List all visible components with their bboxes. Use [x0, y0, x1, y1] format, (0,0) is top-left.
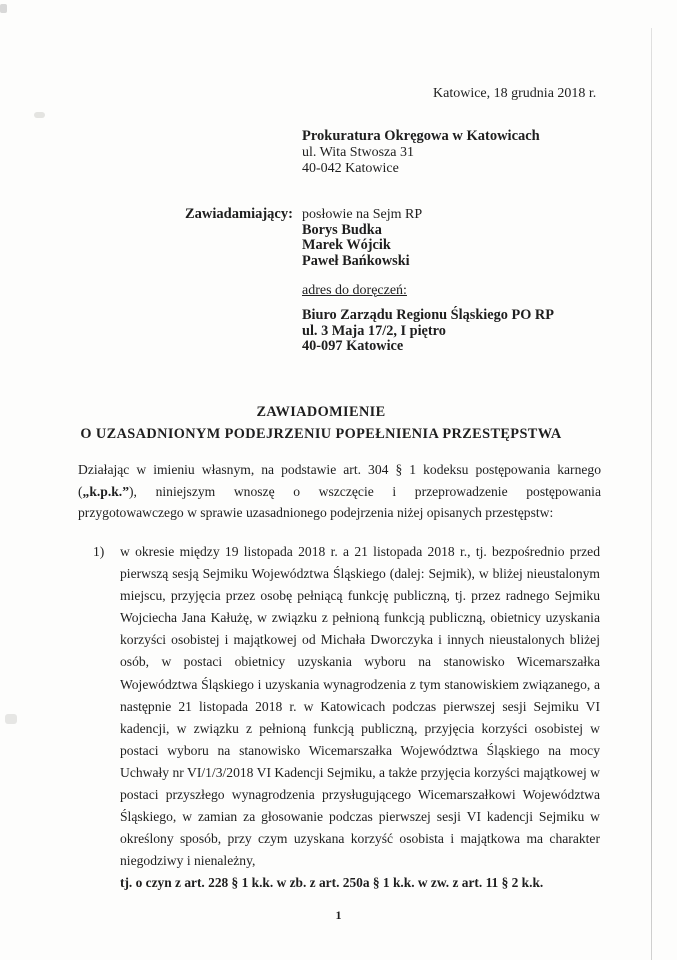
- scan-artifact-smudge: [34, 112, 45, 118]
- intro-text-pre: Działając w imieniu własnym, na podstawie art. 304 § 1 kodeksu postępowania karnego (: [78, 462, 601, 499]
- date-line: Katowice, 18 grudnia 2018 r.: [433, 86, 597, 101]
- notifier-name: Borys Budka: [302, 221, 382, 238]
- intro-paragraph: [78, 459, 601, 524]
- notifier-role: posłowie na Sejm RP: [302, 207, 423, 222]
- notifier-name: Paweł Bańkowski: [302, 253, 410, 270]
- scan-artifact-smudge: [5, 714, 17, 724]
- document-title: [60, 401, 582, 445]
- intro-kpk-abbreviation: „k.p.k.”: [82, 483, 130, 499]
- notifier-list: [302, 207, 422, 270]
- recipient-city: 40-042 Katowice: [302, 161, 399, 176]
- delivery-org: Biuro Zarządu Regionu Śląskiego PO RP: [302, 307, 554, 323]
- legal-qualification: tj. o czyn z art. 228 § 1 k.k. w zb. z art. 250a § 1 k.k. w zw. z art. 11 § 2 k.k.: [120, 875, 544, 891]
- document-title-line2: O UZASADNIONYM PODEJRZENIU POPEŁNIENIA PRZESTĘPSTWA: [80, 426, 562, 442]
- offense-item-number: 1): [93, 544, 105, 559]
- delivery-address-label: adres do doręczeń:: [302, 283, 407, 298]
- offense-description: w okresie między 19 listopada 2018 r. a 21 listopada 2018 r., tj. bezpośrednio przed pierwszą sesją Sejmiku Województwa Śląskiego (dalej: Sejmik), w bliżej nieustalonym miejscu, przyjęcia przez osobę pełniącą funkcję publiczną, tj. przez radnego Sejmiku Wojciecha Jana Kałużę, w związku z pełnioną funkcją publiczną, obietnicy uzyskania korzyści osobistej i majątkowej od Michała Dworczyka i innych nieustalonych bliżej osób, w postaci obietnicy uzyskania wyboru na stanowisko Wicemarszałka Województwa Śląskiego i uzyskania wynagrodzenia z tym stanowiskiem związanego, a następnie 21 listopada 2018 r. w Katowicach podczas pierwszej sesji Sejmiku VI kadencji, w związku z pełnioną funkcją publiczną, przyjęcia korzyści osobistej w postaci wyboru na stanowisko Wicemarszałka Województwa Śląskiego na mocy Uchwały nr VI/1/3/2018 VI Kadencji Sejmiku, a także przyjęcia korzyści majątkowej w postaci przyszłego wynagrodzenia przysługującego Wicemarszałkowi Województwa Śląskiego, w zamian za głosowanie podczas pierwszej sesji VI kadencji Sejmiku w określony sposób, przy czym uzyskana korzyść osobista i majątkowa ma charakter niegodziwy i nienależny,: [120, 544, 600, 869]
- delivery-address-block: [302, 308, 554, 355]
- delivery-city: 40-097 Katowice: [302, 338, 404, 355]
- offense-item-1: [93, 541, 601, 895]
- notifier-label: Zawiadamiający:: [185, 206, 293, 222]
- offense-item-body: [120, 541, 600, 895]
- recipient-street: ul. Wita Stwosza 31: [302, 144, 414, 160]
- recipient-name: Prokuratura Okręgowa w Katowicach: [302, 128, 540, 144]
- recipient-address-block: [302, 128, 540, 178]
- scan-artifact-speck: [0, 4, 7, 13]
- intro-text-post: ), niniejszym wnoszę o wszczęcie i przeprowadzenie postępowania przygotowawczego w sprawie uzasadnionego podejrzenia niżej opisanych przestępstw:: [78, 483, 601, 521]
- page-number: 1: [335, 908, 342, 922]
- notifier-name: Marek Wójcik: [302, 237, 391, 254]
- document-title-line1: ZAWIADOMIENIE: [256, 404, 386, 420]
- delivery-street: ul. 3 Maja 17/2, I piętro: [302, 322, 446, 339]
- scan-artifact-line: [651, 28, 652, 960]
